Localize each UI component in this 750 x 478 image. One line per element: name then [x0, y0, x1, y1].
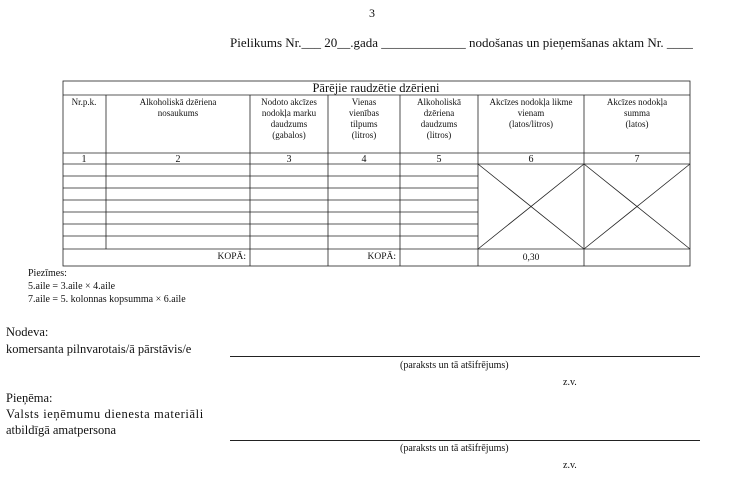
receiver-role-line-1: Valsts ieņēmumu dienesta materiāli: [6, 407, 204, 421]
column-number-7: 7: [634, 154, 640, 165]
column-header-4: [349, 97, 379, 140]
column-number-1: 1: [81, 154, 87, 165]
note-line-1: 5.aile = 3.aile × 4.aile: [28, 281, 116, 292]
column-header-line: summa: [624, 108, 650, 118]
column-header-line: vienam: [517, 108, 545, 118]
table-title: Pārējie raudzētie dzērieni: [312, 81, 440, 95]
deliverer-caption: (paraksts un tā atšifrējums): [400, 360, 509, 371]
deliverer-title: Nodeva:: [6, 325, 49, 339]
column-header-line: Nodoto akcīzes: [261, 97, 317, 107]
notes-title: Piezīmes:: [28, 268, 67, 279]
column-number-4: 4: [361, 154, 367, 165]
receiver-caption: (paraksts un tā atšifrējums): [400, 443, 509, 454]
column-number-5: 5: [436, 154, 442, 165]
total-label-2: KOPĀ:: [367, 252, 396, 262]
deliverer-role: komersanta pilnvarotais/ā pārstāvis/e: [6, 342, 192, 356]
column-header-3: [261, 97, 317, 140]
column-header-line: Alkoholiskā: [417, 97, 461, 107]
column-header-line: nodokļa marku: [261, 108, 317, 118]
receiver-stamp: z.v.: [563, 460, 577, 471]
column-header-line: nosaukums: [157, 108, 199, 118]
document-heading: Pielikums Nr.___ 20__.gada _____________ nodošanas un pieņemšanas aktam Nr. ____: [230, 35, 693, 50]
column-header-line: Nr.p.k.: [71, 97, 97, 107]
column-number-2: 2: [175, 154, 181, 165]
column-number-6: 6: [528, 154, 534, 165]
column-header-line: Akcīzes nodokļa likme: [489, 97, 573, 107]
total-label-1: KOPĀ:: [217, 252, 246, 262]
receiver-role-line-2: atbildīgā amatpersona: [6, 423, 117, 437]
column-header-line: (gabalos): [272, 130, 306, 140]
column-header-5: [417, 97, 461, 140]
column-header-line: (litros): [426, 130, 452, 140]
page-number: 3: [369, 6, 375, 20]
receiver-signature-line: [230, 440, 700, 441]
receiver-title: Pieņēma:: [6, 391, 53, 405]
column-header-line: (latos/litros): [509, 119, 553, 129]
column-header-line: daudzums: [420, 119, 458, 129]
column-header-line: daudzums: [270, 119, 308, 129]
deliverer-signature-line: [230, 356, 700, 357]
column-header-line: vienības: [349, 108, 379, 118]
rate-value: 0,30: [522, 253, 540, 263]
column-header-6: [490, 97, 573, 129]
column-header-line: (litros): [351, 130, 377, 140]
column-header-line: tilpums: [350, 119, 378, 129]
column-header-1: [72, 97, 97, 107]
deliverer-stamp: z.v.: [563, 377, 577, 388]
column-header-7: [607, 97, 667, 129]
column-header-line: (latos): [625, 119, 649, 129]
column-header-line: Akcīzes nodokļa: [606, 97, 668, 107]
column-header-line: dzēriena: [423, 108, 455, 118]
column-header-2: [140, 97, 217, 118]
column-number-3: 3: [286, 154, 292, 165]
column-header-line: Alkoholiskā dzēriena: [139, 97, 217, 107]
column-header-line: Vienas: [351, 97, 377, 107]
note-line-2: 7.aile = 5. kolonnas kopsumma × 6.aile: [28, 294, 186, 305]
